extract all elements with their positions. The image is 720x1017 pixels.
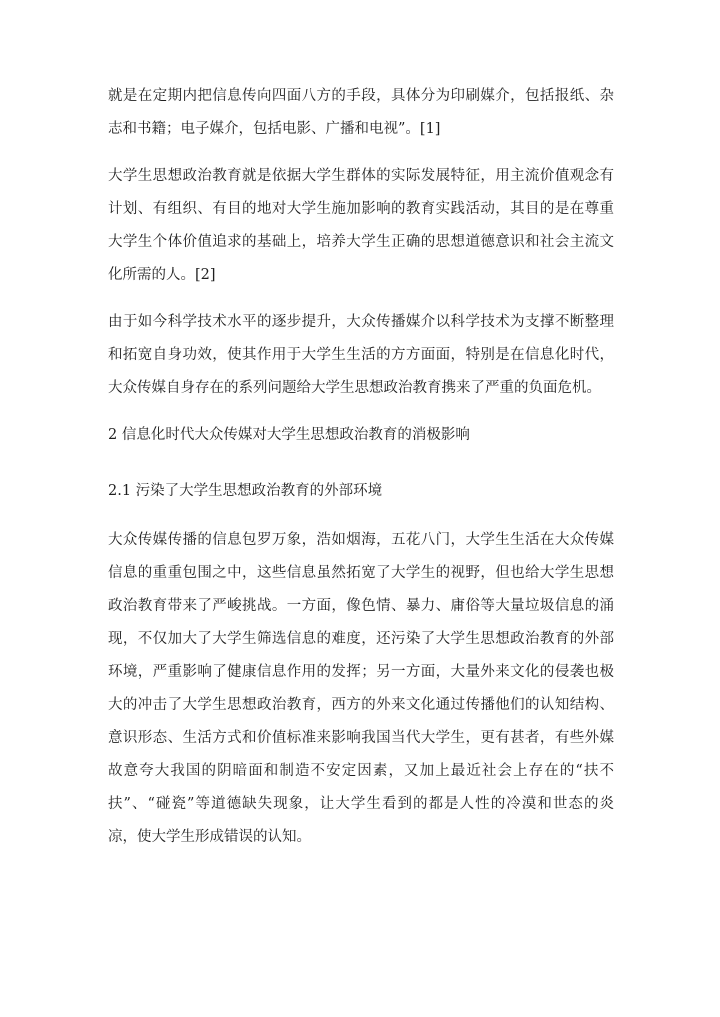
section-heading	[108, 419, 614, 452]
paragraph-line: 扶”、“碰瓷”等道德缺失现象，让大学生看到的都是人性的冷漠和世态的炎	[108, 796, 614, 812]
paragraph-line: 大学生个体价值追求的基础上，培养大学生正确的思想道德意识和社会主流文	[108, 234, 614, 250]
subsection-heading	[108, 475, 614, 508]
paragraph-line: 凉，使大学生形成错误的认知。	[108, 829, 311, 845]
paragraph-1	[108, 80, 614, 146]
paragraph-line: 计划、有组织、有目的地对大学生施加影响的教育实践活动，其目的是在尊重	[108, 201, 614, 217]
paragraph-line: 就是在定期内把信息传向四面八方的手段，具体分为印刷媒介，包括报纸、杂	[108, 88, 614, 104]
paragraph-line: 故意夸大我国的阴暗面和制造不安定因素，又加上最近社会上存在的“扶不	[108, 763, 614, 779]
paragraph-line: 政治教育带来了严峻挑战。一方面，像色情、暴力、庸俗等大量垃圾信息的涌	[108, 598, 614, 614]
paragraph-line: 和拓宽自身功效，使其作用于大学生生活的方方面面，特别是在信息化时代，	[108, 347, 614, 363]
paragraph-line: 志和书籍；电子媒介，包括电影、广播和电视”。[1]	[108, 121, 441, 137]
paragraph-line: 由于如今科学技术水平的逐步提升，大众传播媒介以科学技术为支撑不断整理	[108, 314, 614, 330]
paragraph-line: 意识形态、生活方式和价值标准来影响我国当代大学生，更有甚者，有些外媒	[108, 730, 614, 746]
paragraph-line: 现，不仅加大了大学生筛选信息的难度，还污染了大学生思想政治教育的外部	[108, 631, 614, 647]
paragraph-line: 大众传媒自身存在的系列问题给大学生思想政治教育携来了严重的负面危机。	[108, 380, 601, 396]
paragraph-line: 大学生思想政治教育就是依据大学生群体的实际发展特征，用主流价值观念有	[108, 168, 614, 184]
subsection-heading-text: 2.1 污染了大学生思想政治教育的外部环境	[108, 483, 383, 499]
paragraph-line: 信息的重重包围之中，这些信息虽然拓宽了大学生的视野，但也给大学生思想	[108, 565, 614, 581]
paragraph-line: 大众传媒传播的信息包罗万象，浩如烟海，五花八门，大学生生活在大众传媒	[108, 532, 614, 548]
paragraph-line: 环境，严重影响了健康信息作用的发挥；另一方面，大量外来文化的侵袭也极	[108, 664, 614, 680]
paragraph-4	[108, 524, 614, 854]
paragraph-line: 大的冲击了大学生思想政治教育，西方的外来文化通过传播他们的认知结构、	[108, 697, 614, 713]
paragraph-3	[108, 306, 614, 405]
paragraph-2	[108, 160, 614, 292]
section-heading-text: 2 信息化时代大众传媒对大学生思想政治教育的消极影响	[108, 427, 470, 443]
paragraph-line: 化所需的人。[2]	[108, 267, 216, 283]
